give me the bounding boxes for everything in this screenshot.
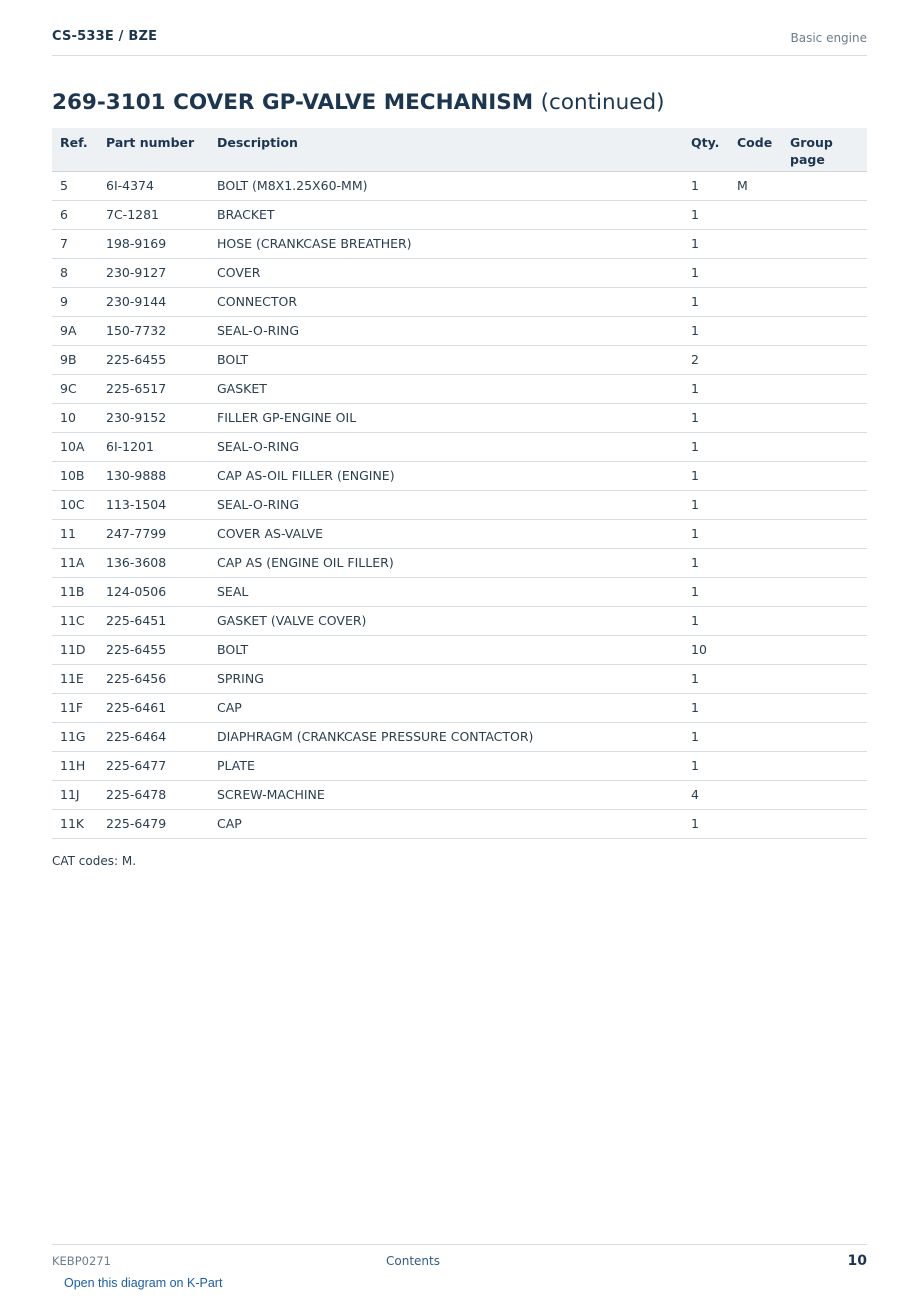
cell-code bbox=[729, 780, 782, 809]
cell-group-page bbox=[782, 287, 867, 316]
cell-qty: 1 bbox=[683, 519, 729, 548]
column-header-code: Code bbox=[729, 128, 782, 171]
cell-code bbox=[729, 693, 782, 722]
table-row bbox=[52, 606, 867, 635]
cell-description: CAP bbox=[209, 693, 683, 722]
cell-code bbox=[729, 606, 782, 635]
page-header bbox=[52, 27, 867, 56]
cell-ref: 11F bbox=[52, 693, 98, 722]
cell-ref: 5 bbox=[52, 171, 98, 200]
cell-qty: 1 bbox=[683, 809, 729, 838]
cell-code bbox=[729, 229, 782, 258]
cell-description: CAP AS-OIL FILLER (ENGINE) bbox=[209, 461, 683, 490]
page-footer bbox=[52, 1244, 867, 1275]
cell-part-number: 230-9152 bbox=[98, 403, 209, 432]
cell-qty: 1 bbox=[683, 548, 729, 577]
cell-qty: 1 bbox=[683, 316, 729, 345]
cell-ref: 10C bbox=[52, 490, 98, 519]
cell-qty: 1 bbox=[683, 403, 729, 432]
cell-ref: 9 bbox=[52, 287, 98, 316]
cell-code: M bbox=[729, 171, 782, 200]
parts-table-body bbox=[52, 171, 867, 838]
cell-group-page bbox=[782, 432, 867, 461]
open-k-part-link[interactable]: Open this diagram on K-Part bbox=[64, 1276, 223, 1290]
cell-code bbox=[729, 722, 782, 751]
cell-part-number: 130-9888 bbox=[98, 461, 209, 490]
table-row bbox=[52, 577, 867, 606]
cell-description: SPRING bbox=[209, 664, 683, 693]
table-row bbox=[52, 809, 867, 838]
cell-part-number: 230-9127 bbox=[98, 258, 209, 287]
column-header-description: Description bbox=[209, 128, 683, 171]
cell-ref: 11D bbox=[52, 635, 98, 664]
cell-qty: 2 bbox=[683, 345, 729, 374]
table-row bbox=[52, 403, 867, 432]
cell-group-page bbox=[782, 809, 867, 838]
cell-group-page bbox=[782, 635, 867, 664]
cell-ref: 9B bbox=[52, 345, 98, 374]
page-title bbox=[52, 89, 665, 117]
cell-code bbox=[729, 635, 782, 664]
cell-ref: 6 bbox=[52, 200, 98, 229]
contents-link[interactable]: Contents bbox=[386, 1254, 440, 1268]
cell-code bbox=[729, 577, 782, 606]
cell-description: COVER AS-VALVE bbox=[209, 519, 683, 548]
cell-group-page bbox=[782, 751, 867, 780]
cell-part-number: 225-6455 bbox=[98, 635, 209, 664]
document-code: KEBP0271 bbox=[52, 1254, 111, 1268]
cell-code bbox=[729, 374, 782, 403]
cell-description: GASKET (VALVE COVER) bbox=[209, 606, 683, 635]
cell-part-number: 198-9169 bbox=[98, 229, 209, 258]
cell-ref: 11C bbox=[52, 606, 98, 635]
cell-qty: 1 bbox=[683, 171, 729, 200]
cell-qty: 1 bbox=[683, 606, 729, 635]
cell-ref: 11J bbox=[52, 780, 98, 809]
cell-group-page bbox=[782, 722, 867, 751]
cell-description: FILLER GP-ENGINE OIL bbox=[209, 403, 683, 432]
cell-group-page bbox=[782, 577, 867, 606]
cell-description: CAP AS (ENGINE OIL FILLER) bbox=[209, 548, 683, 577]
cell-qty: 1 bbox=[683, 258, 729, 287]
cell-part-number: 225-6451 bbox=[98, 606, 209, 635]
section-label: Basic engine bbox=[790, 31, 867, 45]
column-header-qty: Qty. bbox=[683, 128, 729, 171]
table-row bbox=[52, 432, 867, 461]
cell-description: HOSE (CRANKCASE BREATHER) bbox=[209, 229, 683, 258]
cell-part-number: 150-7732 bbox=[98, 316, 209, 345]
table-row bbox=[52, 345, 867, 374]
cell-ref: 10 bbox=[52, 403, 98, 432]
cell-ref: 8 bbox=[52, 258, 98, 287]
cell-ref: 11E bbox=[52, 664, 98, 693]
cell-part-number: 225-6456 bbox=[98, 664, 209, 693]
cell-code bbox=[729, 664, 782, 693]
cell-ref: 10B bbox=[52, 461, 98, 490]
cell-description: SCREW-MACHINE bbox=[209, 780, 683, 809]
cell-code bbox=[729, 316, 782, 345]
cell-group-page bbox=[782, 490, 867, 519]
cell-description: DIAPHRAGM (CRANKCASE PRESSURE CONTACTOR) bbox=[209, 722, 683, 751]
cell-ref: 11K bbox=[52, 809, 98, 838]
cell-group-page bbox=[782, 548, 867, 577]
cell-code bbox=[729, 200, 782, 229]
cell-group-page bbox=[782, 316, 867, 345]
cell-part-number: 113-1504 bbox=[98, 490, 209, 519]
cell-description: SEAL-O-RING bbox=[209, 490, 683, 519]
cell-group-page bbox=[782, 461, 867, 490]
cell-ref: 11 bbox=[52, 519, 98, 548]
cell-group-page bbox=[782, 780, 867, 809]
cell-code bbox=[729, 809, 782, 838]
cell-qty: 1 bbox=[683, 693, 729, 722]
cell-description: SEAL-O-RING bbox=[209, 316, 683, 345]
cell-qty: 1 bbox=[683, 722, 729, 751]
cell-group-page bbox=[782, 229, 867, 258]
table-row bbox=[52, 258, 867, 287]
table-row bbox=[52, 635, 867, 664]
parts-table bbox=[52, 128, 867, 839]
table-row bbox=[52, 548, 867, 577]
cell-description: COVER bbox=[209, 258, 683, 287]
cell-group-page bbox=[782, 374, 867, 403]
cell-code bbox=[729, 490, 782, 519]
cell-code bbox=[729, 461, 782, 490]
cell-qty: 10 bbox=[683, 635, 729, 664]
cell-description: BOLT (M8X1.25X60-MM) bbox=[209, 171, 683, 200]
cell-group-page bbox=[782, 693, 867, 722]
table-row bbox=[52, 490, 867, 519]
cell-qty: 1 bbox=[683, 490, 729, 519]
table-row bbox=[52, 461, 867, 490]
column-header-group-page: Group page bbox=[782, 128, 867, 171]
cell-group-page bbox=[782, 664, 867, 693]
cell-group-page bbox=[782, 345, 867, 374]
cell-qty: 1 bbox=[683, 577, 729, 606]
cell-description: BOLT bbox=[209, 345, 683, 374]
cell-ref: 11A bbox=[52, 548, 98, 577]
cell-part-number: 230-9144 bbox=[98, 287, 209, 316]
cell-part-number: 6I-1201 bbox=[98, 432, 209, 461]
title-suffix: (continued) bbox=[540, 90, 665, 115]
table-row bbox=[52, 229, 867, 258]
cell-ref: 9C bbox=[52, 374, 98, 403]
cell-code bbox=[729, 287, 782, 316]
cell-group-page bbox=[782, 519, 867, 548]
table-row bbox=[52, 519, 867, 548]
cell-qty: 1 bbox=[683, 664, 729, 693]
table-row bbox=[52, 722, 867, 751]
cell-description: SEAL-O-RING bbox=[209, 432, 683, 461]
model-label: CS-533E / BZE bbox=[52, 29, 158, 44]
cell-part-number: 7C-1281 bbox=[98, 200, 209, 229]
table-row bbox=[52, 316, 867, 345]
table-row bbox=[52, 780, 867, 809]
cell-ref: 11H bbox=[52, 751, 98, 780]
cell-description: PLATE bbox=[209, 751, 683, 780]
cell-part-number: 225-6464 bbox=[98, 722, 209, 751]
cell-part-number: 6I-4374 bbox=[98, 171, 209, 200]
cell-qty: 1 bbox=[683, 751, 729, 780]
table-row bbox=[52, 664, 867, 693]
title-main: 269-3101 COVER GP-VALVE MECHANISM bbox=[52, 90, 534, 115]
cell-description: CONNECTOR bbox=[209, 287, 683, 316]
cell-code bbox=[729, 432, 782, 461]
table-header-row bbox=[52, 128, 867, 171]
cell-code bbox=[729, 258, 782, 287]
cell-ref: 11G bbox=[52, 722, 98, 751]
cell-ref: 7 bbox=[52, 229, 98, 258]
cell-part-number: 136-3608 bbox=[98, 548, 209, 577]
cell-code bbox=[729, 548, 782, 577]
cell-description: BRACKET bbox=[209, 200, 683, 229]
cell-code bbox=[729, 345, 782, 374]
cell-qty: 4 bbox=[683, 780, 729, 809]
cell-part-number: 124-0506 bbox=[98, 577, 209, 606]
cell-part-number: 225-6455 bbox=[98, 345, 209, 374]
cell-group-page bbox=[782, 171, 867, 200]
cat-codes-note: CAT codes: M. bbox=[52, 854, 137, 868]
cell-code bbox=[729, 403, 782, 432]
page-number: 10 bbox=[847, 1253, 867, 1269]
column-header-ref: Ref. bbox=[52, 128, 98, 171]
cell-code bbox=[729, 751, 782, 780]
cell-qty: 1 bbox=[683, 229, 729, 258]
cell-part-number: 247-7799 bbox=[98, 519, 209, 548]
table-row bbox=[52, 374, 867, 403]
cell-qty: 1 bbox=[683, 374, 729, 403]
table-row bbox=[52, 693, 867, 722]
column-header-part-number: Part number bbox=[98, 128, 209, 171]
cell-description: CAP bbox=[209, 809, 683, 838]
cell-ref: 10A bbox=[52, 432, 98, 461]
cell-qty: 1 bbox=[683, 287, 729, 316]
cell-qty: 1 bbox=[683, 200, 729, 229]
cell-part-number: 225-6478 bbox=[98, 780, 209, 809]
cell-part-number: 225-6477 bbox=[98, 751, 209, 780]
cell-description: SEAL bbox=[209, 577, 683, 606]
cell-ref: 11B bbox=[52, 577, 98, 606]
cell-qty: 1 bbox=[683, 432, 729, 461]
cell-part-number: 225-6461 bbox=[98, 693, 209, 722]
cell-group-page bbox=[782, 258, 867, 287]
cell-part-number: 225-6479 bbox=[98, 809, 209, 838]
cell-description: GASKET bbox=[209, 374, 683, 403]
cell-group-page bbox=[782, 606, 867, 635]
table-row bbox=[52, 200, 867, 229]
table-row bbox=[52, 171, 867, 200]
table-row bbox=[52, 751, 867, 780]
cell-part-number: 225-6517 bbox=[98, 374, 209, 403]
cell-ref: 9A bbox=[52, 316, 98, 345]
table-row bbox=[52, 287, 867, 316]
cell-code bbox=[729, 519, 782, 548]
cell-group-page bbox=[782, 200, 867, 229]
cell-group-page bbox=[782, 403, 867, 432]
cell-qty: 1 bbox=[683, 461, 729, 490]
cell-description: BOLT bbox=[209, 635, 683, 664]
